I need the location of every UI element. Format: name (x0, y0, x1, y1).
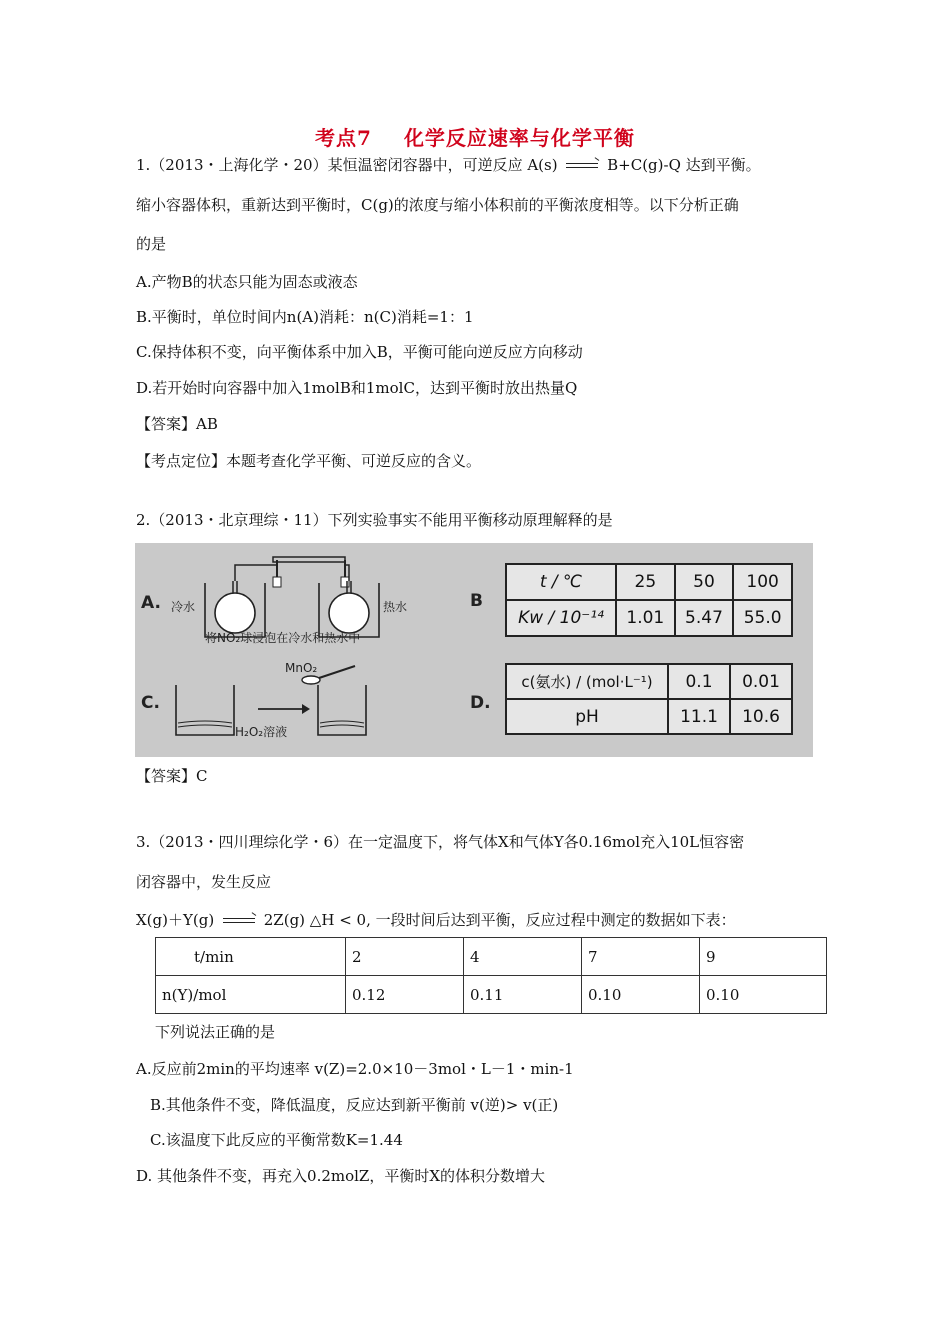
q3-option-d: D. 其他条件不变，再充入0.2molZ，平衡时X的体积分数增大 (136, 1167, 546, 1185)
kw-table-cell: 55.0 (733, 600, 792, 636)
kw-table-cell: t / ℃ (506, 564, 616, 600)
caption-a: 将NO₂球浸泡在冷水和热水中 (205, 631, 361, 645)
no2-flask-apparatus (195, 551, 395, 641)
q3-option-c: C.该温度下此反应的平衡常数K=1.44 (150, 1131, 403, 1149)
topic-number: 考点7 (315, 126, 372, 150)
q3-table-cell: 7 (582, 938, 700, 976)
kw-table-cell: 25 (616, 564, 675, 600)
q1-option-b: B.平衡时，单位时间内n(A)消耗：n(C)消耗=1：1 (136, 308, 474, 326)
q2-answer: 【答案】C (136, 767, 208, 785)
q1-option-a: A.产物B的状态只能为固态或液态 (136, 273, 358, 291)
q3-data-table (155, 937, 827, 1014)
q1-line1-part2: B+C(g)-Q 达到平衡。 (607, 156, 761, 174)
topic-heading: 化学反应速率与化学平衡 (403, 126, 635, 150)
ph-table-cell: 11.1 (668, 699, 730, 734)
ph-table-cell: pH (506, 699, 668, 734)
q3-after-table: 下列说法正确的是 (155, 1023, 276, 1041)
ph-table-cell: c(氨水) / (mol·L⁻¹) (506, 664, 668, 699)
kw-table (505, 563, 793, 637)
q1-kaodian: 【考点定位】本题考查化学平衡、可逆反应的含义。 (136, 452, 482, 470)
ph-table-cell: 0.1 (668, 664, 730, 699)
label-a: A. (141, 593, 161, 613)
label-d: D. (470, 693, 491, 713)
h2o2-label: H₂O₂溶液 (235, 725, 288, 739)
kw-table-cell: 5.47 (675, 600, 734, 636)
q3-table-cell: 4 (464, 938, 582, 976)
page-title (0, 122, 950, 151)
q3-table-cell: 0.11 (464, 976, 582, 1014)
q3-table-cell: 0.10 (582, 976, 700, 1014)
ph-table (505, 663, 793, 735)
q3-line3 (136, 910, 736, 930)
q1-line3: 的是 (136, 235, 167, 253)
q3-table-cell: n(Y)/mol (156, 976, 346, 1014)
q3-line3-part1: X(g)＋Y(g) (136, 911, 215, 929)
q2-stem: 2.（2013・北京理综・11）下列实验事实不能用平衡移动原理解释的是 (136, 511, 613, 529)
q1-line1-part1: 1.（2013・上海化学・20）某恒温密闭容器中，可逆反应 A(s) (136, 156, 558, 174)
q1-line2: 缩小容器体积，重新达到平衡时，C(g)的浓度与缩小体积前的平衡浓度相等。以下分析正确 (136, 196, 739, 214)
q3-table-cell: t/min (156, 938, 346, 976)
kw-table-cell: Kw / 10⁻¹⁴ (506, 600, 616, 636)
q2-figure (135, 543, 813, 757)
q3-table-cell: 2 (346, 938, 464, 976)
q3-table-cell: 0.10 (700, 976, 827, 1014)
q1-option-c: C.保持体积不变，向平衡体系中加入B，平衡可能向逆反应方向移动 (136, 343, 583, 361)
ph-table-cell: 10.6 (730, 699, 792, 734)
q3-option-a: A.反应前2min的平均速率 v(Z)=2.0×10－3mol・L－1・min-1 (136, 1060, 574, 1078)
q3-option-b: B.其他条件不变，降低温度，反应达到新平衡前 v(逆)> v(正) (150, 1096, 559, 1114)
equilibrium-arrow-icon (221, 915, 257, 927)
equilibrium-arrow-icon (564, 160, 600, 172)
kw-table-cell: 50 (675, 564, 734, 600)
q3-table-cell: 9 (700, 938, 827, 976)
label-c: C. (141, 693, 160, 713)
kw-table-cell: 1.01 (616, 600, 675, 636)
ph-table-cell: 0.01 (730, 664, 792, 699)
q1-line1 (136, 155, 761, 175)
q3-line2: 闭容器中，发生反应 (136, 873, 272, 891)
kw-table-cell: 100 (733, 564, 792, 600)
cold-water-label: 冷水 (171, 600, 196, 614)
q3-table-cell: 0.12 (346, 976, 464, 1014)
label-b: B (470, 591, 483, 611)
hot-water-label: 热水 (383, 600, 408, 614)
q1-option-d: D.若开始时向容器中加入1molB和1molC，达到平衡时放出热量Q (136, 379, 578, 397)
q1-answer: 【答案】AB (136, 415, 218, 433)
q3-line1: 3.（2013・四川理综化学・6）在一定温度下，将气体X和气体Y各0.16mol充入10L恒容密 (136, 833, 745, 851)
mno2-label: MnO₂ (285, 661, 318, 675)
q3-line3-part2: 2Z(g) △H < 0, 一段时间后达到平衡，反应过程中测定的数据如下表： (263, 911, 736, 929)
